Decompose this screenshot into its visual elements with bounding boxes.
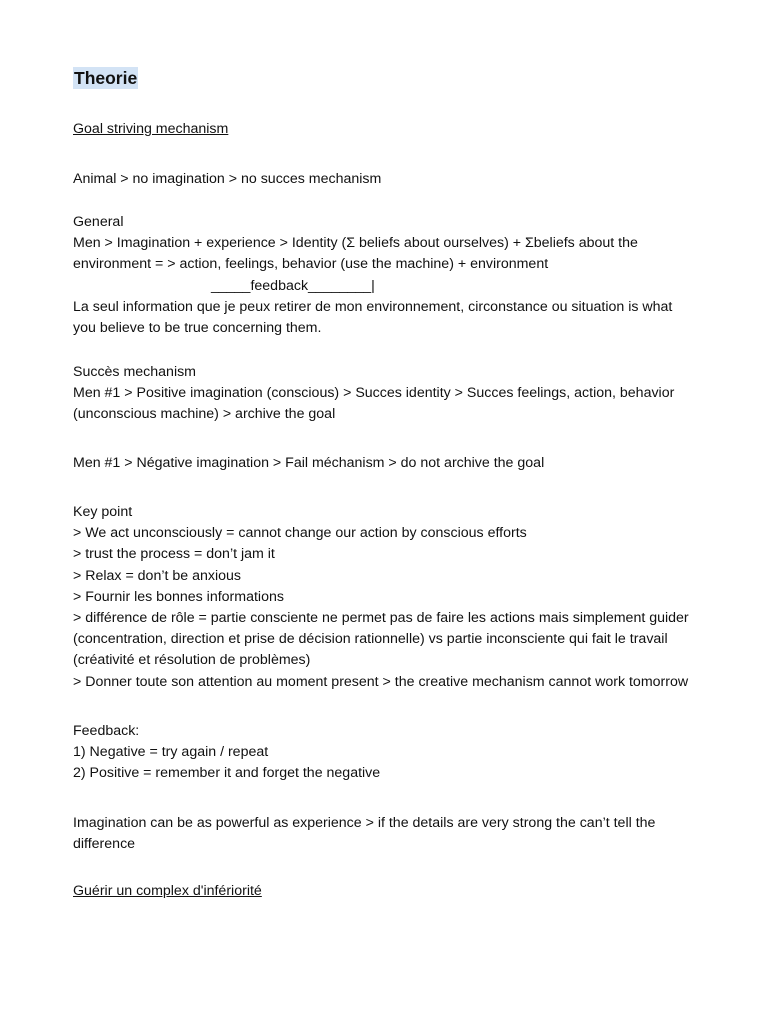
success-line-2: (unconscious machine) > archive the goal	[73, 406, 336, 423]
negative-paragraph	[73, 453, 713, 474]
feedback-line: 1) Negative = try again / repeat	[73, 744, 269, 761]
keypoint-section	[73, 502, 713, 693]
section-heading-goal-striving: Goal striving mechanism	[73, 121, 229, 137]
section-heading-inferiority-complex: Guérir un complex d'infériorité	[73, 883, 262, 899]
feedback-heading: Feedback:	[73, 723, 140, 739]
feedback-line: 2) Positive = remember it and forget the negative	[73, 765, 381, 782]
keypoint-line: > différence de rôle = partie consciente ne permet pas de faire les actions mais simplement guider	[73, 610, 689, 627]
general-heading: General	[73, 214, 124, 230]
success-line-1: Men #1 > Positive imagination (conscious) > Succes identity > Succes feelings, action, behavior	[73, 385, 675, 402]
imagination-paragraph	[73, 813, 713, 855]
animal-paragraph	[73, 169, 713, 190]
general-paragraph-line-1: La seul information que je peux retirer de mon environnement, circonstance ou situation is what	[73, 298, 673, 315]
imagination-line-1: Imagination can be as powerful as experience > if the details are very strong the can’t tell the	[73, 815, 656, 831]
success-heading: Succès mechanism	[73, 364, 197, 380]
keypoint-line: > Donner toute son attention au moment present > the creative mechanism cannot work tomorrow	[73, 673, 689, 690]
negative-line: Men #1 > Négative imagination > Fail méchanism > do not archive the goal	[73, 455, 545, 471]
keypoint-line: > trust the process = don’t jam it	[73, 546, 275, 563]
keypoint-line: > Relax = don’t be anxious	[73, 567, 241, 584]
keypoint-line: (concentration, direction et prise de décision rationnelle) vs partie inconsciente qui fait le travail	[73, 631, 668, 648]
keypoint-line: (créativité et résolution de problèmes)	[73, 652, 311, 669]
keypoint-line: > We act unconsciously = cannot change our action by conscious efforts	[73, 525, 527, 542]
feedback-loop-line: _____feedback________|	[211, 277, 375, 294]
page-title: Theorie	[74, 68, 138, 88]
animal-line: Animal > no imagination > no succes mechanism	[73, 171, 382, 187]
keypoint-heading: Key point	[73, 504, 133, 520]
general-section	[73, 212, 713, 339]
general-line-2: environment = > action, feelings, behavior (use the machine) + environment	[73, 256, 549, 273]
general-paragraph-line-2: you believe to be true concerning them.	[73, 320, 322, 337]
imagination-line-2: difference	[73, 836, 136, 853]
feedback-section	[73, 721, 713, 785]
success-section	[73, 362, 713, 426]
keypoint-line: > Fournir les bonnes informations	[73, 588, 284, 605]
general-line-1: Men > Imagination + experience > Identity (Σ beliefs about ourselves) + Σbeliefs about the	[73, 235, 638, 252]
